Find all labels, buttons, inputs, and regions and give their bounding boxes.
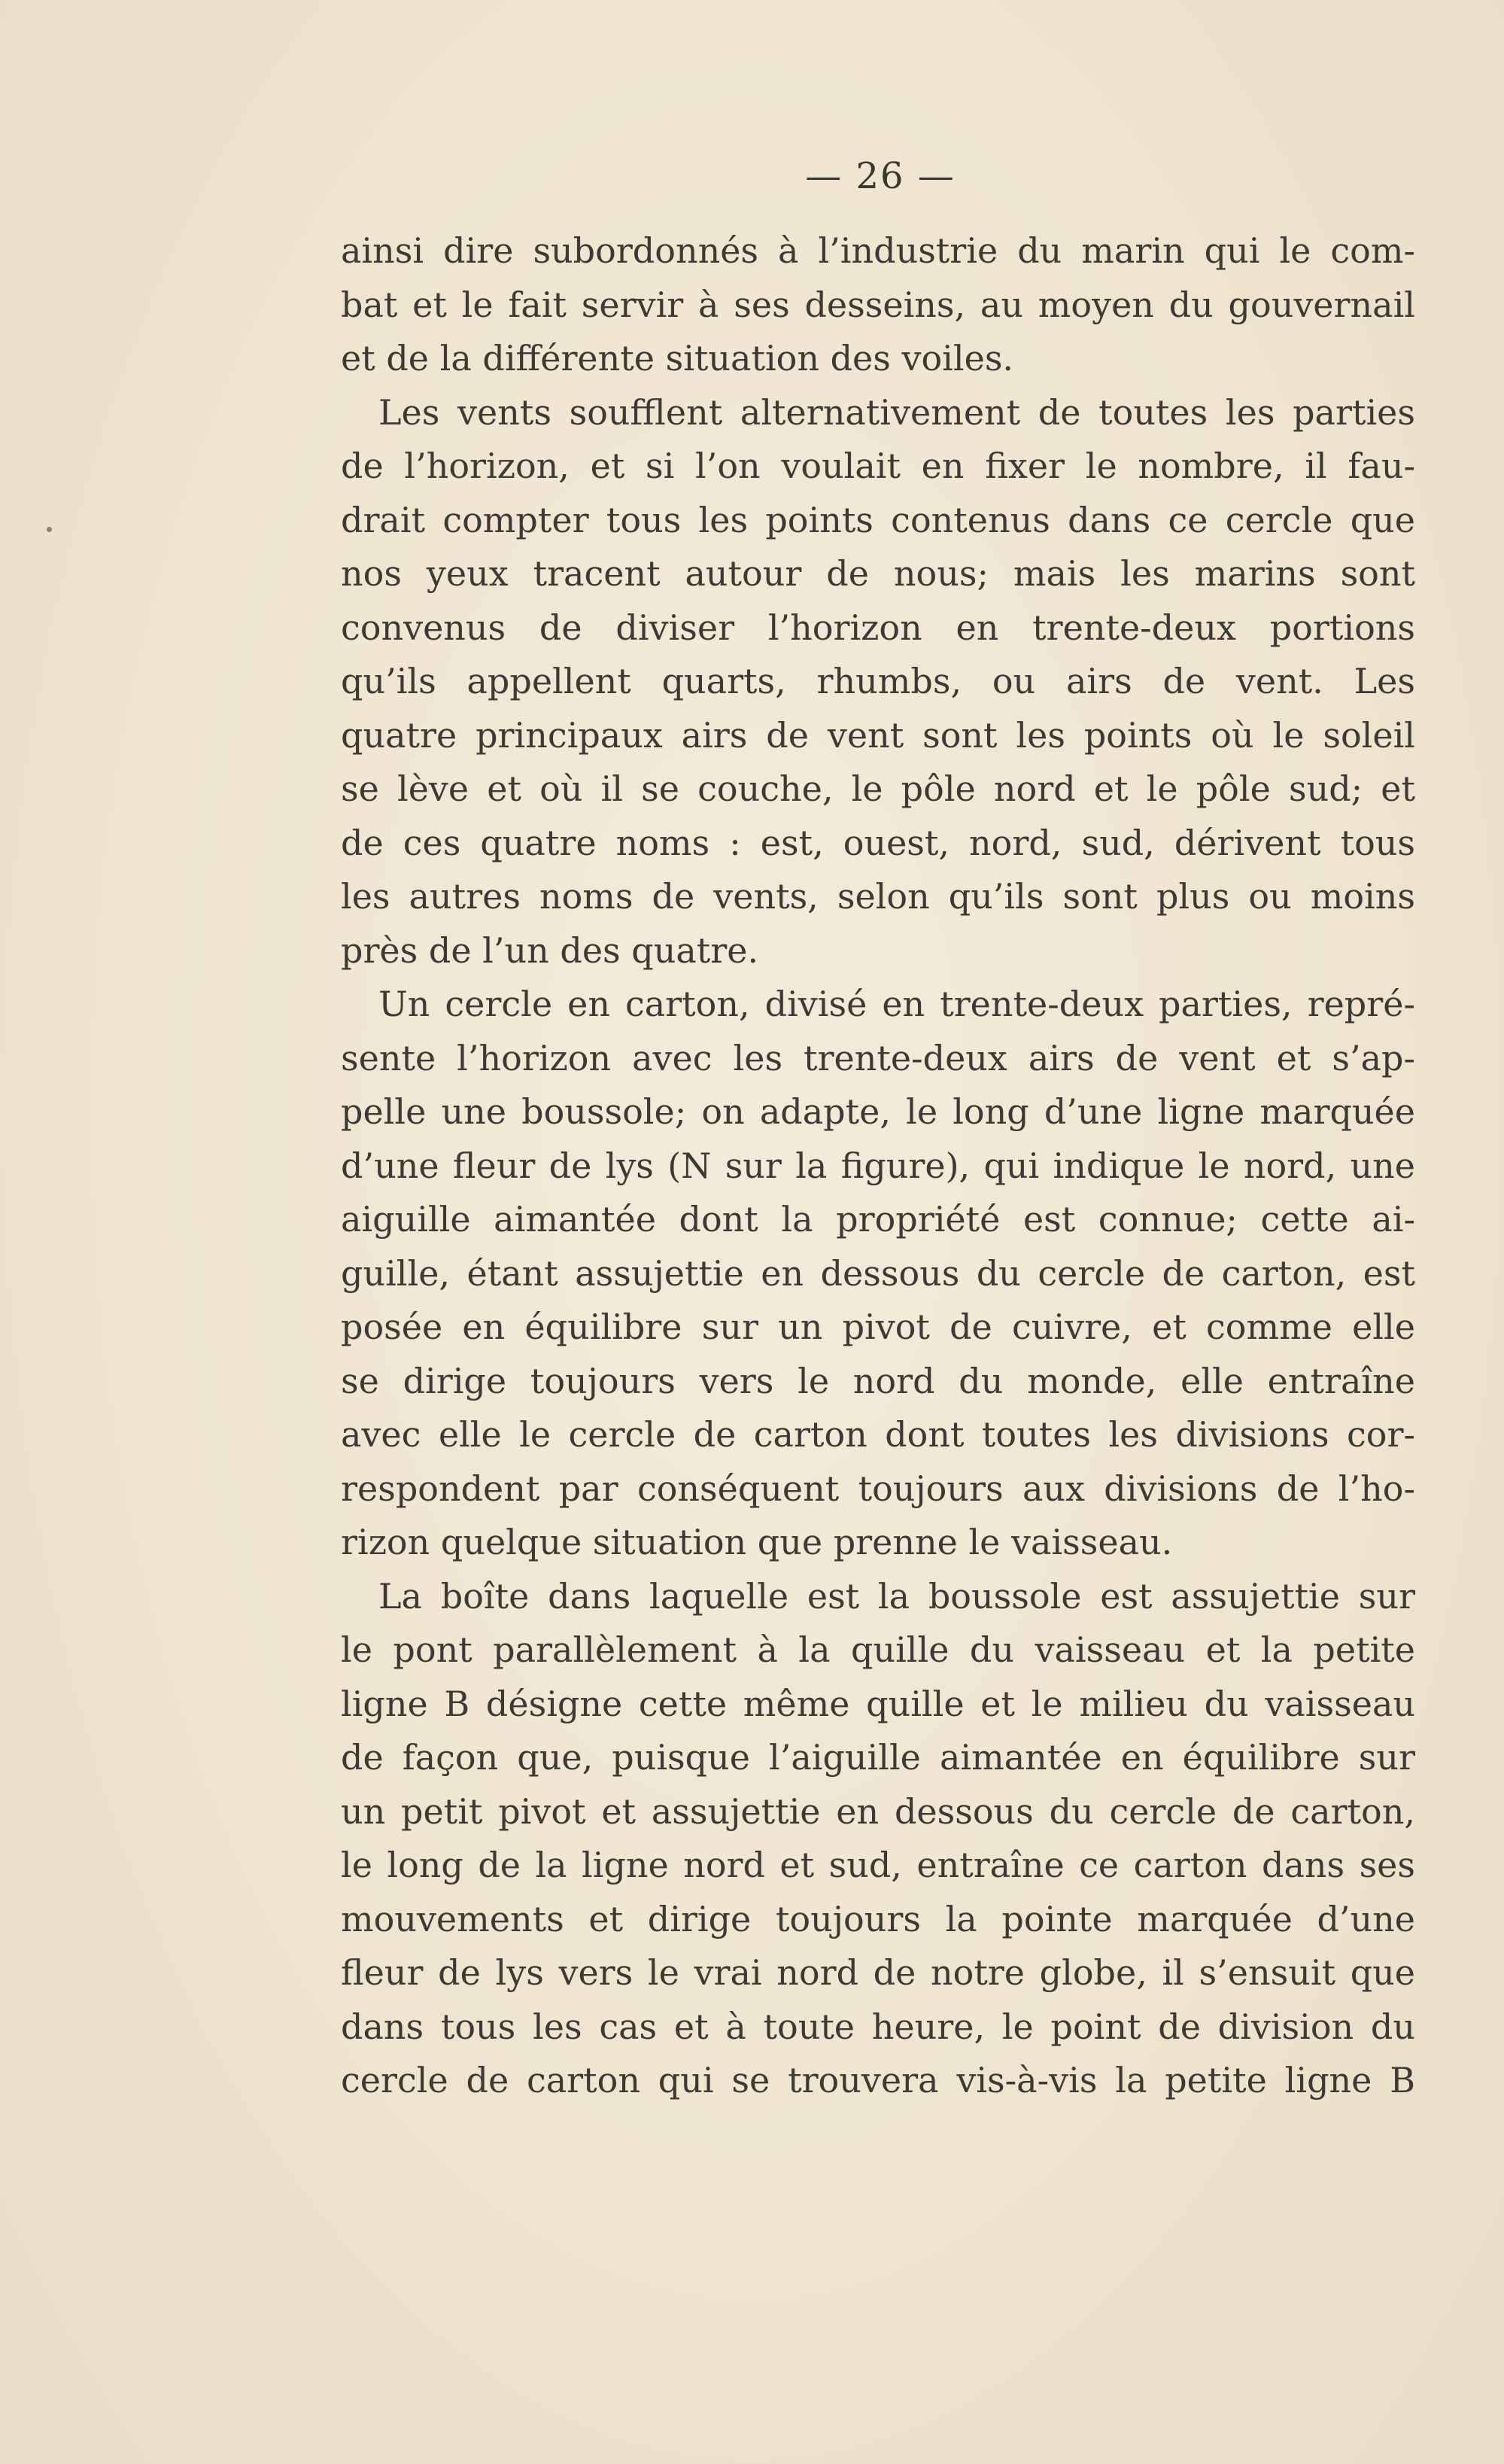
text-line: drait compter tous les points contenus dans ce cercle que [341, 499, 1415, 540]
text-line: Un cercle en carton, divisé en trente-deux parties, repré- [378, 984, 1415, 1024]
text-line: mouvements et dirige toujours la pointe marquée d’une [341, 1898, 1415, 1939]
text-line: les autres noms de vents, selon qu’ils sont plus ou moins [341, 876, 1415, 917]
text-line: cercle de carton qui se trouvera vis-à-vis la petite ligne B [341, 2060, 1415, 2100]
text-line: nos yeux tracent autour de nous; mais les marins sont [341, 553, 1415, 594]
text-line: qu’ils appellent quarts, rhumbs, ou airs de vent. Les [341, 661, 1415, 701]
text-line: près de l’un des quatre. [341, 929, 759, 971]
text-line: rizon quelque situation que prenne le vaisseau. [341, 1522, 1173, 1562]
text-line: La boîte dans laquelle est la boussole est assujettie sur [378, 1575, 1415, 1617]
text-line: convenus de diviser l’horizon en trente-deux portions [341, 607, 1415, 648]
text-line: guille, étant assujettie en dessous du cercle de carton, est [341, 1252, 1415, 1294]
page-number: — 26 — [805, 155, 956, 197]
text-line: quatre principaux airs de vent sont les points où le soleil [341, 714, 1415, 756]
text-line: un petit pivot et assujettie en dessous du cercle de carton, [341, 1790, 1415, 1832]
text-line: posée en équilibre sur un pivot de cuivre, et comme elle [341, 1307, 1415, 1347]
text-line: sente l’horizon avec les trente-deux airs de vent et s’ap- [341, 1037, 1415, 1078]
body-text [341, 224, 1415, 2108]
text-line: fleur de lys vers le vrai nord de notre globe, il s’ensuit que [341, 1952, 1415, 1993]
text-line: et de la différente situation des voiles. [341, 338, 1014, 379]
text-line: de l’horizon, et si l’on voulait en fixer le nombre, il fau- [341, 446, 1415, 486]
text-line: de façon que, puisque l’aiguille aimantée en équilibre sur [341, 1737, 1415, 1778]
text-line: le long de la ligne nord et sud, entraîne ce carton dans ses [341, 1845, 1415, 1885]
text-line: le pont parallèlement à la quille du vaisseau et la petite [341, 1629, 1415, 1670]
text-line: Les vents soufflent alternativement de toutes les parties [378, 391, 1415, 433]
text-line: se lève et où il se couche, le pôle nord et le pôle sud; et [341, 768, 1415, 809]
text-line: bat et le fait servir à ses desseins, au moyen du gouvernail [341, 284, 1415, 325]
text-line: respondent par conséquent toujours aux divisions de l’ho- [341, 1468, 1415, 1509]
ink-speck [47, 527, 52, 532]
text-line: se dirige toujours vers le nord du monde, elle entraîne [341, 1360, 1415, 1401]
text-line: avec elle le cercle de carton dont toutes les divisions cor- [341, 1414, 1415, 1455]
text-line: ainsi dire subordonnés à l’industrie du marin qui le com- [341, 230, 1415, 271]
text-line: ligne B désigne cette même quille et le milieu du vaisseau [341, 1683, 1415, 1724]
text-line: aiguille aimantée dont la propriété est connue; cette ai- [341, 1199, 1415, 1240]
text-line: dans tous les cas et à toute heure, le point de division du [341, 2006, 1415, 2047]
text-line: d’une fleur de lys (N sur la figure), qui indique le nord, une [341, 1145, 1415, 1186]
text-line: pelle une boussole; on adapte, le long d’une ligne marquée [341, 1091, 1415, 1132]
text-line: de ces quatre noms : est, ouest, nord, sud, dérivent tous [341, 822, 1415, 863]
